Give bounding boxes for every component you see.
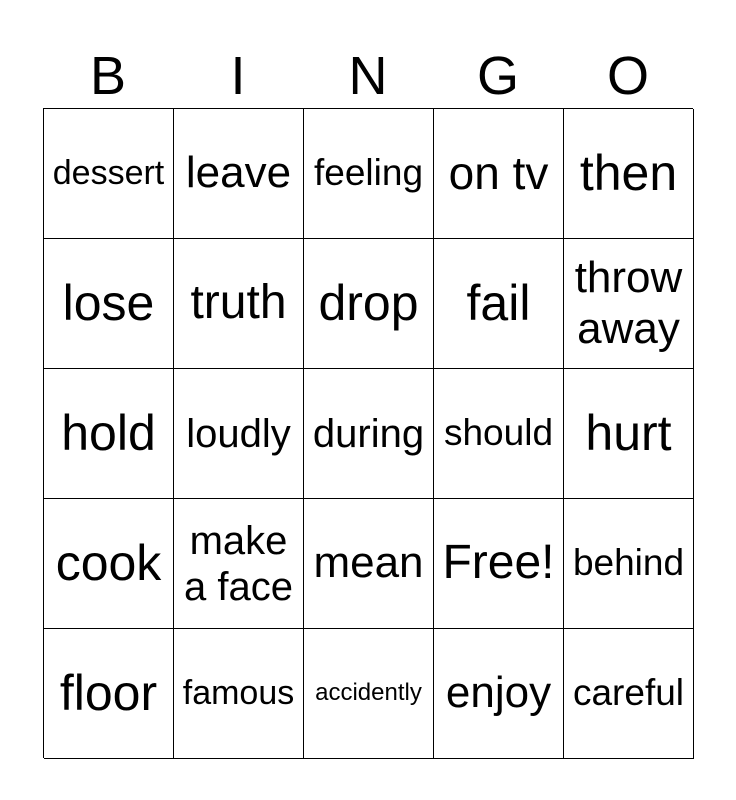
bingo-cell[interactable] (174, 499, 304, 629)
cell-word: lose (62, 275, 155, 331)
cell-word: accidently (315, 679, 422, 707)
cell-word: cook (55, 535, 162, 591)
cell-word: dessert (52, 153, 165, 192)
bingo-cell[interactable] (564, 629, 694, 759)
cell-word: mean (313, 538, 424, 588)
header-letter-n: N (348, 46, 388, 106)
bingo-cell[interactable] (434, 109, 564, 239)
bingo-cell[interactable] (44, 369, 174, 499)
cell-word: during (312, 411, 425, 456)
cell-word: Free! (442, 536, 555, 590)
cell-word: then (579, 145, 678, 201)
header-letter-g: G (476, 46, 519, 106)
bingo-cell[interactable] (304, 629, 434, 759)
bingo-cell[interactable] (564, 109, 694, 239)
cell-word: hurt (585, 405, 672, 461)
cell-word: loudly (186, 411, 291, 456)
cell-word: on tv (448, 147, 549, 200)
cell-word: feeling (313, 152, 424, 194)
bingo-cell[interactable] (44, 629, 174, 759)
bingo-cell[interactable] (434, 369, 564, 499)
header-letter-i: I (230, 46, 246, 106)
bingo-cell[interactable] (174, 239, 304, 369)
bingo-cell[interactable] (304, 109, 434, 239)
bingo-cell[interactable] (44, 239, 174, 369)
bingo-free-cell[interactable] (434, 499, 564, 629)
cell-word: should (443, 412, 554, 454)
bingo-cell[interactable] (304, 239, 434, 369)
cell-word: enjoy (445, 668, 552, 718)
cell-word: make a face (184, 518, 293, 609)
bingo-cell[interactable] (174, 369, 304, 499)
cell-word: leave (185, 148, 292, 198)
bingo-cell[interactable] (434, 629, 564, 759)
header-letter-o: O (606, 46, 649, 106)
bingo-cell[interactable] (174, 629, 304, 759)
cell-word: careful (572, 672, 685, 714)
cell-word: famous (182, 673, 295, 712)
bingo-cell[interactable] (564, 239, 694, 369)
cell-word: fail (466, 275, 531, 331)
bingo-cell[interactable] (434, 239, 564, 369)
cell-word: drop (318, 275, 419, 331)
cell-word: behind (572, 542, 685, 584)
bingo-cell[interactable] (304, 369, 434, 499)
bingo-cell[interactable] (564, 499, 694, 629)
cell-word: throw away (574, 252, 683, 353)
header-letter-b: B (89, 46, 127, 106)
cell-word: hold (61, 405, 156, 461)
bingo-cell[interactable] (304, 499, 434, 629)
bingo-board (43, 108, 693, 758)
cell-word: floor (59, 665, 158, 721)
bingo-header (43, 44, 693, 108)
bingo-cell[interactable] (174, 109, 304, 239)
bingo-cell[interactable] (44, 109, 174, 239)
bingo-cell[interactable] (44, 499, 174, 629)
cell-word: truth (190, 276, 287, 330)
bingo-cell[interactable] (564, 369, 694, 499)
